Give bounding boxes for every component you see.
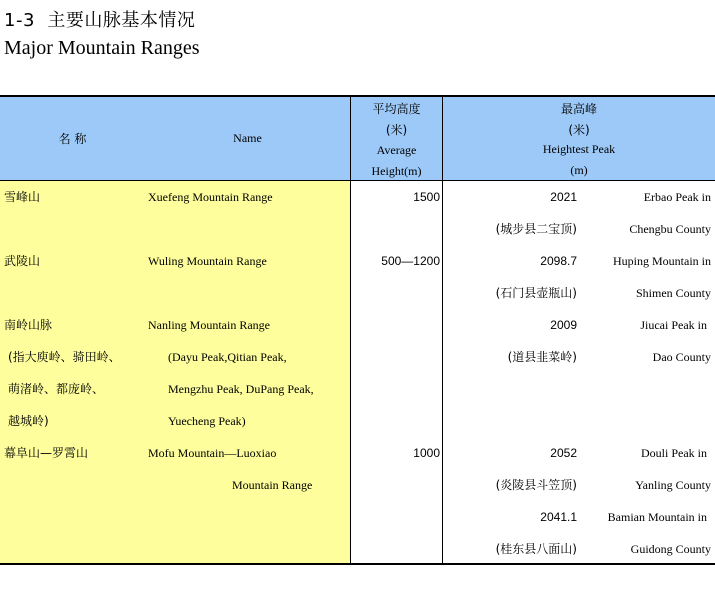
row-name-cn: 雪峰山 [4,190,41,204]
row-name-en: Mofu Mountain—Luoxiao [148,446,277,460]
peak-location-cn: (城步县二宝顶) [495,222,577,236]
peak-height: 2098.7 [540,254,577,268]
table-top-rule [0,95,715,97]
title-en: Major Mountain Ranges [4,37,200,59]
table-number-and-title-cn [4,6,195,32]
table-header-rule [0,180,715,181]
row-name-en-detail: Yuecheng Peak) [168,414,246,428]
header-avg-height-unit-en: Height(m) [371,164,422,178]
header-avg-height-en: Average [376,143,417,157]
row-name-en: Nanling Mountain Range [148,318,270,332]
row-name-cn-detail: 萌渚岭、都庞岭、 [8,382,105,396]
peak-height: 2052 [550,446,577,460]
peak-county-en: Dao County [652,350,711,364]
header-highest-peak-unit-en: (m) [570,163,588,177]
row-avg-height: 1500 [413,190,440,204]
row-name-cn: 幕阜山—罗霄山 [4,446,89,460]
peak-name-en: Erbao Peak in [643,190,711,204]
header-avg-height-cn: 平均高度 [372,102,421,116]
peak-location-cn: (石门县壶瓶山) [495,286,577,300]
header-name-en: Name [233,131,262,145]
peak-height: 2021 [550,190,577,204]
header-highest-peak-en: Heightest Peak [542,142,616,156]
peak-name-en: Jiucai Peak in [640,318,707,332]
row-name-en-continued: Mountain Range [232,478,313,492]
table-number: 1-3 [4,10,35,31]
row-name-cn-detail: (指大庾岭、骑田岭、 [8,350,121,364]
name-column-highlight [0,181,350,563]
row-name-cn: 武陵山 [4,254,41,268]
peak-location-cn: (桂东县八面山) [495,542,577,556]
peak-name-en: Huping Mountain in [613,254,711,268]
row-name-en: Xuefeng Mountain Range [148,190,273,204]
row-avg-height: 500—1200 [381,254,440,268]
row-avg-height: 1000 [413,446,440,460]
header-name-cn: 名 称 [58,132,87,146]
header-highest-peak-unit-cn: (米) [568,123,590,137]
row-name-cn: 南岭山脉 [4,318,53,332]
peak-height: 2041.1 [540,510,577,524]
row-name-en-detail: Mengzhu Peak, DuPang Peak, [168,382,314,396]
row-name-cn-detail: 越城岭) [8,414,49,428]
peak-county-en: Guidong County [630,542,711,556]
peak-name-en: Bamian Mountain in [607,510,707,524]
row-name-en: Wuling Mountain Range [148,254,267,268]
peak-height: 2009 [550,318,577,332]
header-highest-peak-cn: 最高峰 [560,102,597,116]
peak-county-en: Chengbu County [629,222,711,236]
peak-location-cn: (炎陵县斗笠顶) [495,478,577,492]
peak-name-en: Douli Peak in [641,446,707,460]
peak-location-cn: (道县韭菜岭) [507,350,577,364]
table-bottom-rule [0,563,715,565]
peak-county-en: Yanling County [635,478,711,492]
header-avg-height-unit-cn: (米) [385,123,408,137]
peak-county-en: Shimen County [635,286,711,300]
title-cn: 主要山脉基本情况 [47,10,196,31]
row-name-en-detail: (Dayu Peak,Qitian Peak, [168,350,287,364]
